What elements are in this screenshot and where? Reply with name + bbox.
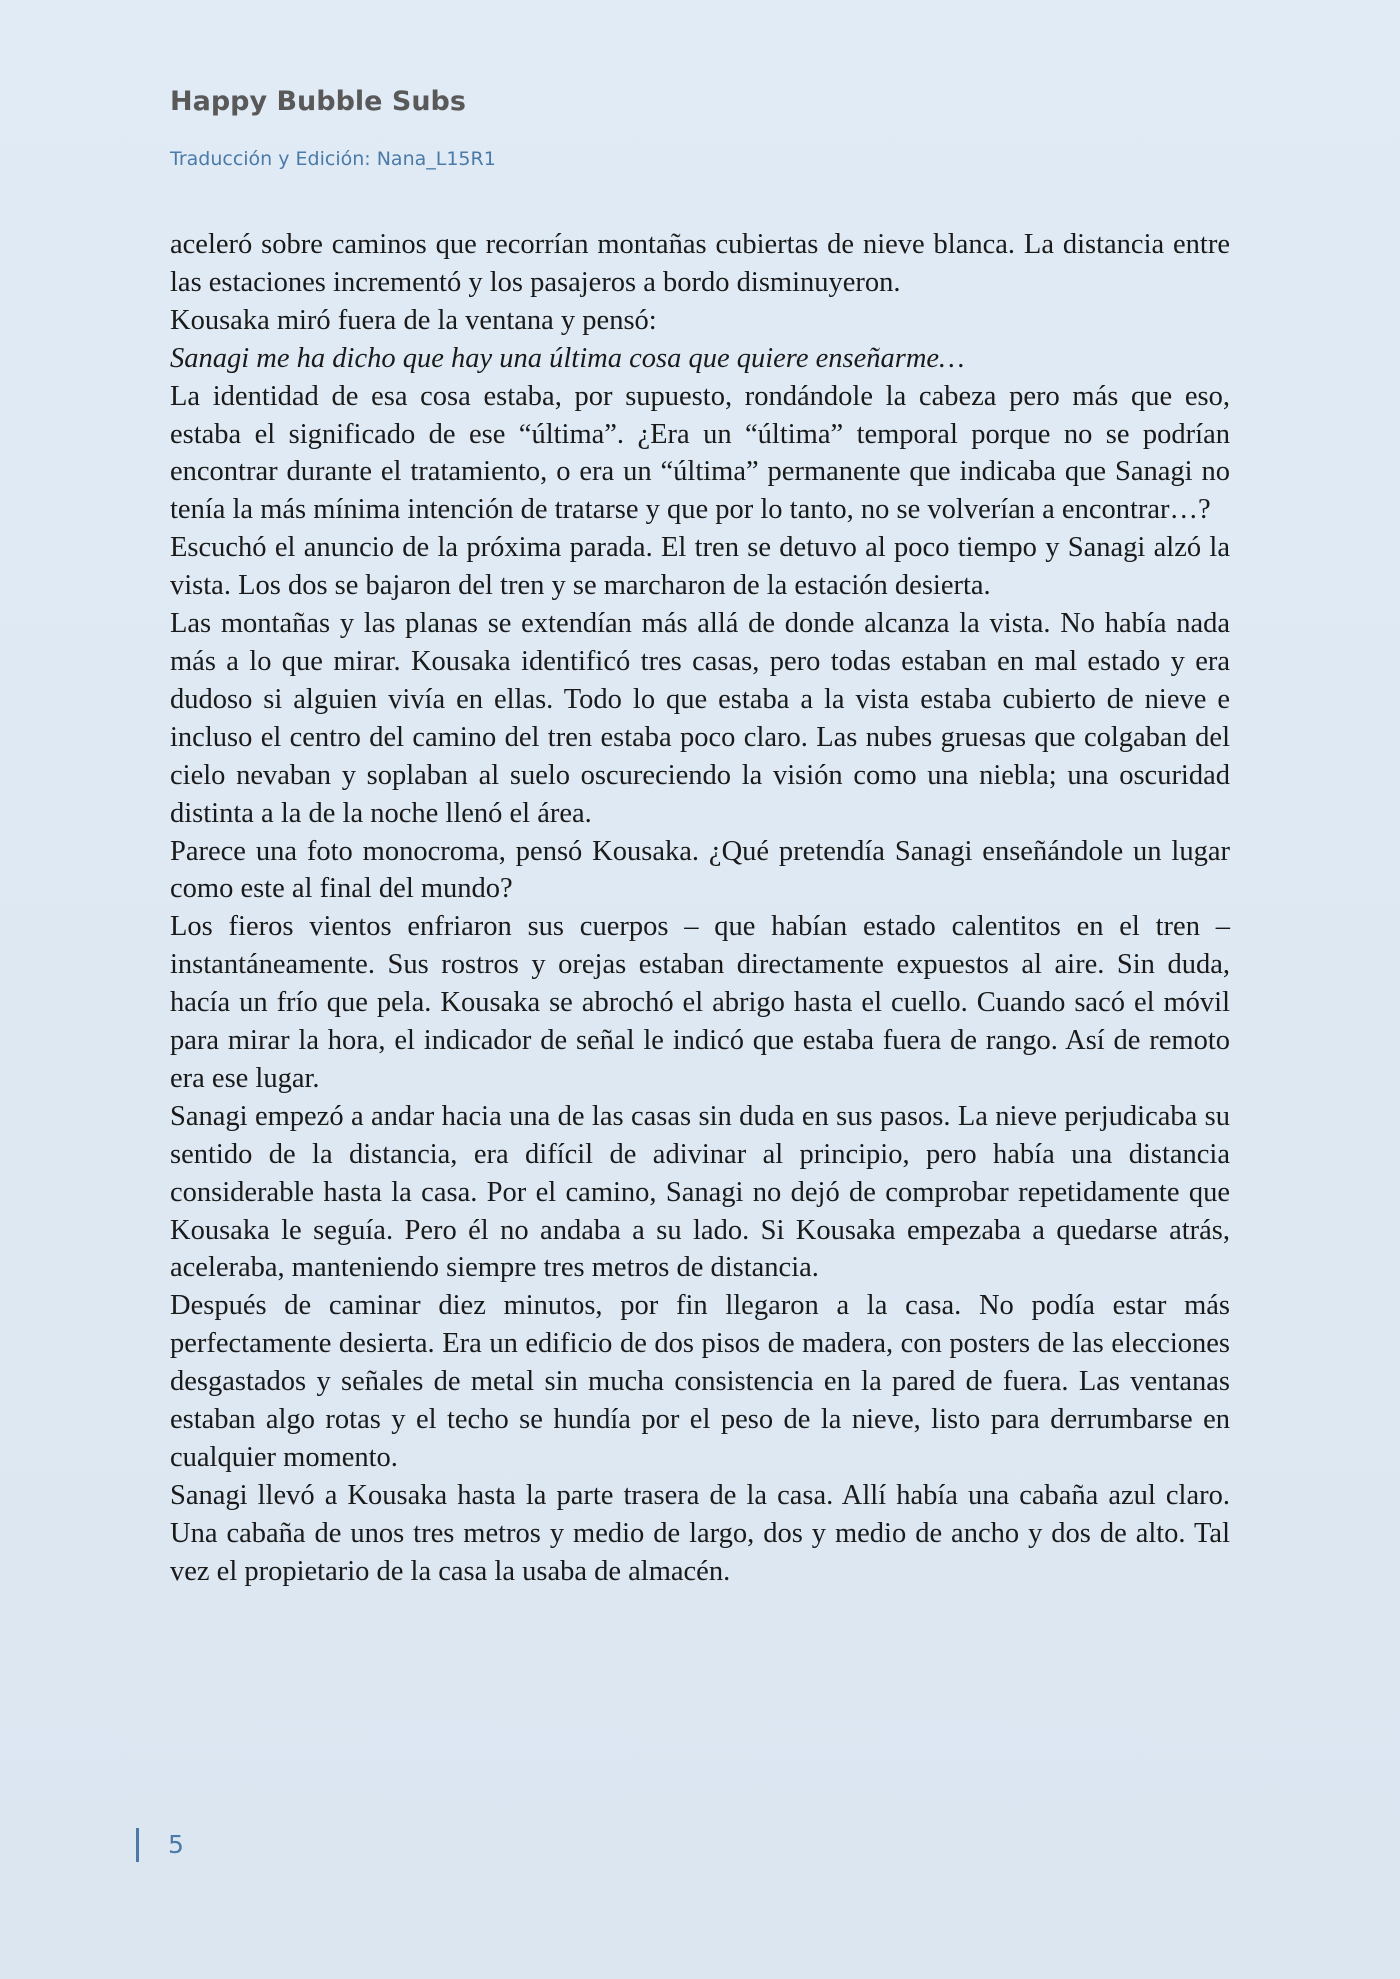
paragraph: Las montañas y las planas se extendían más allá de donde alcanza la vista. No había nada más a lo que mirar. Kousaka identificó tres casas, pero todas estaban en mal estado y era dudoso si alguien vivía en ellas. Todo lo que estaba a la vista estaba cubierto de nieve e incluso el centro del camino del tren estaba poco claro. Las nubes gruesas que colgaban del cielo nevaban y soplaban al suelo oscureciendo la visión como una niebla; una oscuridad distinta a la de la noche llenó el área. bbox=[170, 608, 1230, 829]
paragraph: La identidad de esa cosa estaba, por supuesto, rondándole la cabeza pero más que eso, estaba el significado de ese “última”. ¿Era un “última” temporal porque no se podrían encontrar durante el tratamiento, o era un “última” permanente que indicaba que Sanagi no tenía la más mínima intención de tratarse y que por lo tanto, no se volverían a encontrar…? bbox=[170, 380, 1230, 526]
header-title: Happy Bubble Subs bbox=[170, 86, 466, 117]
paragraph: Sanagi empezó a andar hacia una de las casas sin duda en sus pasos. La nieve perjudicaba su sentido de la distancia, era difícil de adivinar al principio, pero había una distancia considerable hasta la casa. Por el camino, Sanagi no dejó de comprobar repetidamente que Kousaka le seguía. Pero él no andaba a su lado. Si Kousaka empezaba a quedarse atrás, aceleraba, manteniendo siempre tres metros de distancia. bbox=[170, 1100, 1230, 1284]
paragraph: Escuchó el anuncio de la próxima parada. El tren se detuvo al poco tiempo y Sanagi alzó la vista. Los dos se bajaron del tren y se marcharon de la estación desierta. bbox=[170, 532, 1230, 602]
paragraph: Kousaka miró fuera de la ventana y pensó: bbox=[170, 304, 657, 336]
paragraph: Los fieros vientos enfriaron sus cuerpos – que habían estado calentitos en el tren – instantáneamente. Sus rostros y orejas estaban directamente expuestos al aire. Sin duda, hacía un frío que pela. Kousaka se abrochó el abrigo hasta el cuello. Cuando sacó el móvil para mirar la hora, el indicador de señal le indicó que estaba fuera de rango. Así de remoto era ese lugar. bbox=[170, 911, 1230, 1094]
header-subtitle: Traducción y Edición: Nana_L15R1 bbox=[170, 148, 496, 170]
body-text bbox=[170, 226, 1230, 1591]
paragraph: aceleró sobre caminos que recorrían montañas cubiertas de nieve blanca. La distancia entre las estaciones incrementó y los pasajeros a bordo disminuyeron. bbox=[170, 229, 1230, 298]
page-number-bar bbox=[136, 1828, 139, 1862]
paragraph: Sanagi llevó a Kousaka hasta la parte trasera de la casa. Allí había una cabaña azul claro. Una cabaña de unos tres metros y medio de largo, dos y medio de ancho y dos de alto. Tal vez el propietario de la casa la usaba de almacén. bbox=[170, 1479, 1230, 1587]
italic-thought: Sanagi me ha dicho que hay una última cosa que quiere enseñarme… bbox=[170, 342, 965, 374]
paragraph: Después de caminar diez minutos, por fin llegaron a la casa. No podía estar más perfectamente desierta. Era un edificio de dos pisos de madera, con posters de las elecciones desgastados y señales de metal sin mucha consistencia en la pared de fuera. Las ventanas estaban algo rotas y el techo se hundía por el peso de la nieve, listo para derrumbarse en cualquier momento. bbox=[170, 1290, 1230, 1473]
paragraph: Parece una foto monocroma, pensó Kousaka. ¿Qué pretendía Sanagi enseñándole un lugar como este al final del mundo? bbox=[170, 835, 1230, 905]
page-number: 5 bbox=[168, 1830, 184, 1859]
